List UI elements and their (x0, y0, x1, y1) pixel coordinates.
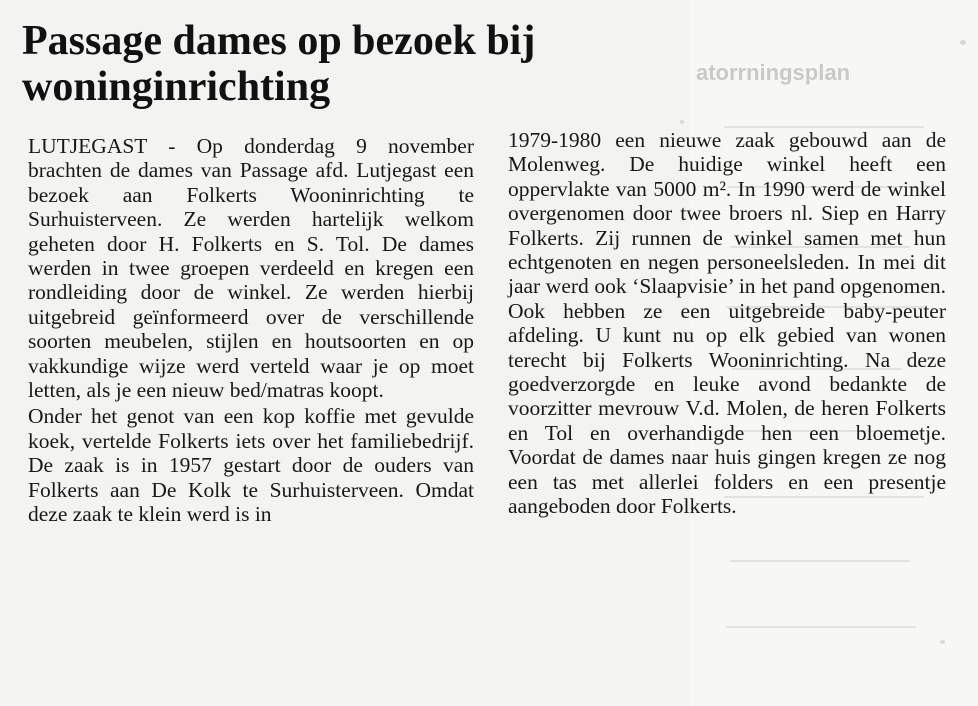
article-paragraph: Onder het genot van een kop koffie met gevulde koek, vertelde Folkerts iets over het familiebedrijf. De zaak is in 1957 gestart door de ouders van Folkerts aan De Kolk te Surhuisterveen. Omdat deze zaak te klein werd is in (28, 404, 474, 527)
bleed-through-line (726, 626, 916, 628)
article-column-right (508, 128, 946, 519)
paper-speck (940, 640, 945, 644)
article-column-left (28, 134, 474, 527)
paper-speck (960, 40, 966, 45)
article-paragraph: 1979-1980 een nieuwe zaak gebouwd aan de Molenweg. De huidige winkel heeft een oppervlakte van 5000 m². In 1990 werd de winkel overgenomen door twee broers nl. Siep en Harry Folkerts. Zij runnen de winkel samen met hun echtgenoten en negen personeelsleden. In mei dit jaar werd ook ‘Slaapvisie’ in het pand opgenomen. Ook hebben ze een uitgebreide baby-peuter afdeling. U kunt nu op elk gebied van wonen terecht bij Folkerts Wooninrichting. Na deze goedverzorgde en leuke avond bedankte de voorzitter mevrouw V.d. Molen, de heren Folkerts en Tol en overhandigde hen een bloemetje. Voordat de dames naar huis gingen kregen ze nog een tas met allerlei folders en een presentje aangeboden door Folkerts. (508, 128, 946, 519)
article-headline: Passage dames op bezoek bij woninginrichting (22, 18, 536, 110)
paper-speck (680, 120, 684, 124)
article-paragraph: LUTJEGAST - Op donderdag 9 november brachten de dames van Passage afd. Lutjegast een bezoek aan Folkerts Wooninrichting te Surhuisterveen. Ze werden hartelijk welkom geheten door H. Folkerts en S. Tol. De dames werden in twee groepen verdeeld en kregen een rondleiding door de winkel. Ze werden hierbij uitgebreid geïnformeerd over de verschillende soorten meubelen, stijlen en houtsoorten en op vakkundige wijze werd verteld waar je op moet letten, als je een nieuw bed/matras koopt. (28, 134, 474, 403)
adjacent-clipping-heading: atorrningsplan (696, 60, 851, 85)
bleed-through-line (730, 560, 910, 562)
